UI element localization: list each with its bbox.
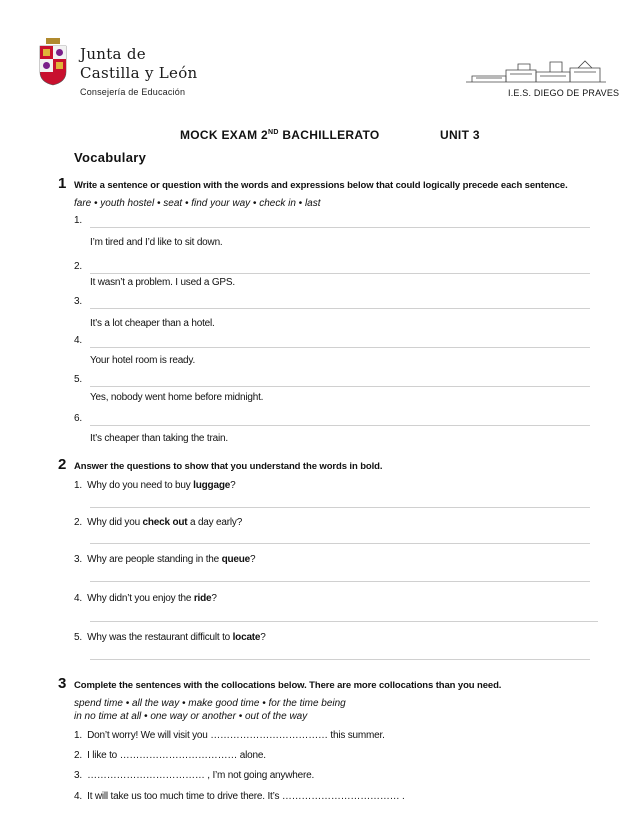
ex2-question-2-end: a day early?: [187, 517, 243, 528]
ex3-sentence-4: [74, 791, 405, 802]
ex2-question-1-end: ?: [230, 480, 236, 491]
ex2-question-1-number: 1.: [74, 480, 82, 491]
ex2-question-2-bold-word: check out: [142, 517, 188, 528]
ex1-item-1-answer-line[interactable]: [90, 227, 590, 228]
ex1-item-4-answer-line[interactable]: [90, 347, 590, 348]
ex3-sentence-4-number: 4.: [74, 791, 82, 802]
exam-title-sup: ND: [267, 129, 279, 136]
ex1-item-4-number: 4.: [74, 335, 82, 346]
org-department: Consejería de Educación: [80, 87, 186, 97]
ex1-item-5-answer-line[interactable]: [90, 386, 590, 387]
exercise-1-wordbank: fare • youth hostel • seat • find your way • check in • last: [74, 198, 321, 209]
ex2-answer-line-5[interactable]: [90, 659, 590, 660]
ex1-item-4-prompt: Your hotel room is ready.: [90, 355, 196, 366]
exercise-2-instruction: Answer the questions to show that you understand the words in bold.: [74, 461, 383, 472]
ex3-sentence-3-number: 3.: [74, 770, 82, 781]
ex2-answer-line-1[interactable]: [90, 507, 590, 508]
ex3-sentence-1-number: 1.: [74, 730, 82, 741]
exam-title: [180, 128, 380, 142]
unit-label: UNIT 3: [440, 128, 480, 142]
ex3-sentence-2-text[interactable]: I like to ……………………………… alone.: [87, 750, 266, 761]
ex1-item-3-prompt: It’s a lot cheaper than a hotel.: [90, 318, 215, 329]
ex2-question-2-number: 2.: [74, 517, 82, 528]
ex2-question-2-text: Why did you: [87, 517, 143, 528]
ex2-question-4: [74, 593, 217, 604]
ex3-sentence-2-number: 2.: [74, 750, 82, 761]
ex2-answer-line-2[interactable]: [90, 543, 590, 544]
exercise-1-instruction: Write a sentence or question with the words and expressions below that could logically precede each sentence.: [74, 180, 568, 191]
ex1-item-5-number: 5.: [74, 374, 82, 385]
ex1-item-6-answer-line[interactable]: [90, 425, 590, 426]
ex2-answer-line-4[interactable]: [90, 621, 598, 622]
ex3-sentence-3-text[interactable]: ……………………………… , I’m not going anywhere.: [87, 770, 315, 781]
ex2-question-5-text: Why was the restaurant difficult to: [87, 632, 233, 643]
org-name-line2: Castilla y León: [80, 64, 198, 82]
coat-of-arms-logo: [38, 38, 68, 86]
ex3-sentence-1-text[interactable]: Don’t worry! We will visit you ……………………………… this summer.: [87, 730, 385, 741]
ex1-item-3-answer-line[interactable]: [90, 308, 590, 309]
ex2-question-1-bold-word: luggage: [193, 480, 231, 491]
ex2-question-3-bold-word: queue: [221, 554, 251, 565]
exercise-3-wordbank-line1: spend time • all the way • make good time • for the time being: [74, 698, 346, 709]
ex2-question-1: [74, 480, 235, 491]
ex2-question-3: [74, 554, 255, 565]
org-name: [80, 45, 198, 83]
ex2-question-4-number: 4.: [74, 593, 82, 604]
ex1-item-2-answer-line[interactable]: [90, 273, 590, 274]
ex1-item-3-number: 3.: [74, 296, 82, 307]
school-name: I.E.S. DIEGO DE PRAVES: [508, 88, 620, 98]
ex2-question-4-bold-word: ride: [193, 593, 212, 604]
ex2-question-5-end: ?: [260, 632, 266, 643]
ex2-question-1-text: Why do you need to buy: [87, 480, 194, 491]
ex2-question-3-text: Why are people standing in the: [87, 554, 222, 565]
ex2-question-4-end: ?: [211, 593, 217, 604]
ex1-item-1-prompt: I’m tired and I’d like to sit down.: [90, 237, 223, 248]
exam-title-rest: BACHILLERATO: [278, 128, 380, 142]
ex2-question-2: [74, 517, 242, 528]
ex1-item-1-number: 1.: [74, 215, 82, 226]
exam-title-main: MOCK EXAM 2: [180, 128, 268, 142]
exercise-3-wordbank-line2: in no time at all • one way or another • out of the way: [74, 711, 308, 722]
ex2-question-5-number: 5.: [74, 632, 82, 643]
exercise-3-instruction: Complete the sentences with the collocations below. There are more collocations than you need.: [74, 680, 502, 691]
school-building-logo: [466, 56, 606, 84]
ex3-sentence-3: [74, 770, 314, 781]
ex1-item-2-prompt: It wasn’t a problem. I used a GPS.: [90, 277, 235, 288]
section-title: Vocabulary: [74, 150, 147, 165]
ex3-sentence-2: [74, 750, 266, 761]
exercise-1-number: 1: [58, 175, 67, 192]
exercise-2-number: 2: [58, 456, 67, 473]
exercise-3-number: 3: [58, 675, 67, 692]
ex2-question-5-bold-word: locate: [232, 632, 261, 643]
ex1-item-2-number: 2.: [74, 261, 82, 272]
org-name-line1: Junta de: [80, 45, 146, 63]
ex1-item-6-prompt: It’s cheaper than taking the train.: [90, 433, 228, 444]
ex2-question-4-text: Why didn’t you enjoy the: [87, 593, 194, 604]
ex2-answer-line-3[interactable]: [90, 581, 590, 582]
ex2-question-5: [74, 632, 266, 643]
ex3-sentence-4-text[interactable]: It will take us too much time to drive there. It’s ……………………………… .: [87, 791, 405, 802]
ex2-question-3-number: 3.: [74, 554, 82, 565]
ex3-sentence-1: [74, 730, 385, 741]
ex1-item-5-prompt: Yes, nobody went home before midnight.: [90, 392, 264, 403]
ex2-question-3-end: ?: [250, 554, 256, 565]
ex1-item-6-number: 6.: [74, 413, 82, 424]
